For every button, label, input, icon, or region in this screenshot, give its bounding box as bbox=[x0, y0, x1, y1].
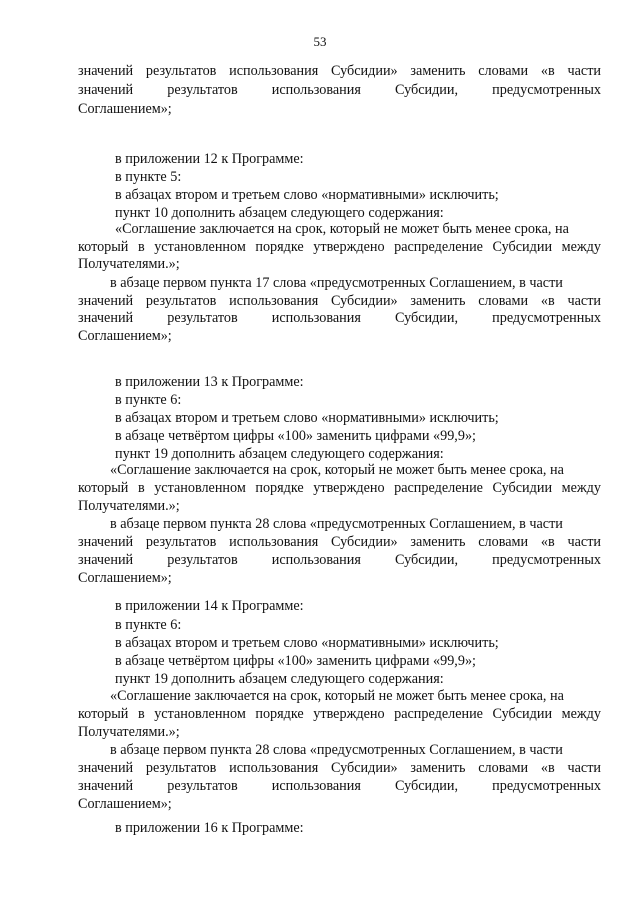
text-line: Соглашением»; bbox=[78, 101, 172, 117]
text-line: значений результатов использования Субсидии, предусмотренных bbox=[78, 778, 601, 794]
text-line: в пункте 5: bbox=[115, 169, 182, 185]
text-line: который в установленном порядке утверждено распределение Субсидии между bbox=[78, 239, 601, 255]
text-line: значений результатов использования Субсидии» заменить словами «в части bbox=[78, 760, 601, 776]
text-line: в пункте 6: bbox=[115, 617, 182, 633]
page-number: 53 bbox=[313, 34, 327, 49]
text-line: «Соглашение заключается на срок, который не может быть менее срока, на bbox=[110, 688, 564, 704]
text-line: Соглашением»; bbox=[78, 570, 172, 586]
text-line: пункт 19 дополнить абзацем следующего содержания: bbox=[115, 671, 444, 687]
text-line: в абзаце первом пункта 28 слова «предусмотренных Соглашением, в части bbox=[110, 516, 563, 532]
text-line: в абзаце четвёртом цифры «100» заменить цифрами «99,9»; bbox=[115, 428, 476, 444]
text-line: значений результатов использования Субсидии» заменить словами «в части bbox=[78, 63, 601, 79]
text-line: пункт 19 дополнить абзацем следующего содержания: bbox=[115, 446, 444, 462]
text-line: в приложении 12 к Программе: bbox=[115, 151, 304, 167]
text-line: «Соглашение заключается на срок, который не может быть менее срока, на bbox=[115, 221, 569, 237]
text-line: в приложении 14 к Программе: bbox=[115, 598, 304, 614]
text-line: значений результатов использования Субсидии, предусмотренных bbox=[78, 310, 601, 326]
text-line: значений результатов использования Субсидии, предусмотренных bbox=[78, 82, 601, 98]
text-line: в абзацах втором и третьем слово «нормативными» исключить; bbox=[115, 635, 499, 651]
text-line: Получателями.»; bbox=[78, 724, 180, 740]
text-line: значений результатов использования Субсидии» заменить словами «в части bbox=[78, 534, 601, 550]
text-line: «Соглашение заключается на срок, который не может быть менее срока, на bbox=[110, 462, 564, 478]
text-line: Получателями.»; bbox=[78, 256, 180, 272]
text-line: который в установленном порядке утверждено распределение Субсидии между bbox=[78, 706, 601, 722]
text-line: в абзацах втором и третьем слово «нормативными» исключить; bbox=[115, 187, 499, 203]
text-line: в абзаце первом пункта 17 слова «предусмотренных Соглашением, в части bbox=[110, 275, 563, 291]
text-line: в приложении 13 к Программе: bbox=[115, 374, 304, 390]
text-line: в абзаце четвёртом цифры «100» заменить цифрами «99,9»; bbox=[115, 653, 476, 669]
text-line: значений результатов использования Субсидии» заменить словами «в части bbox=[78, 293, 601, 309]
text-line: Соглашением»; bbox=[78, 796, 172, 812]
text-line: Получателями.»; bbox=[78, 498, 180, 514]
text-line: в приложении 16 к Программе: bbox=[115, 820, 304, 836]
text-line: Соглашением»; bbox=[78, 328, 172, 344]
text-line: в пункте 6: bbox=[115, 392, 182, 408]
text-line: пункт 10 дополнить абзацем следующего содержания: bbox=[115, 205, 444, 221]
text-line: который в установленном порядке утверждено распределение Субсидии между bbox=[78, 480, 601, 496]
text-line: в абзацах втором и третьем слово «нормативными» исключить; bbox=[115, 410, 499, 426]
text-line: в абзаце первом пункта 28 слова «предусмотренных Соглашением, в части bbox=[110, 742, 563, 758]
text-line: значений результатов использования Субсидии, предусмотренных bbox=[78, 552, 601, 568]
